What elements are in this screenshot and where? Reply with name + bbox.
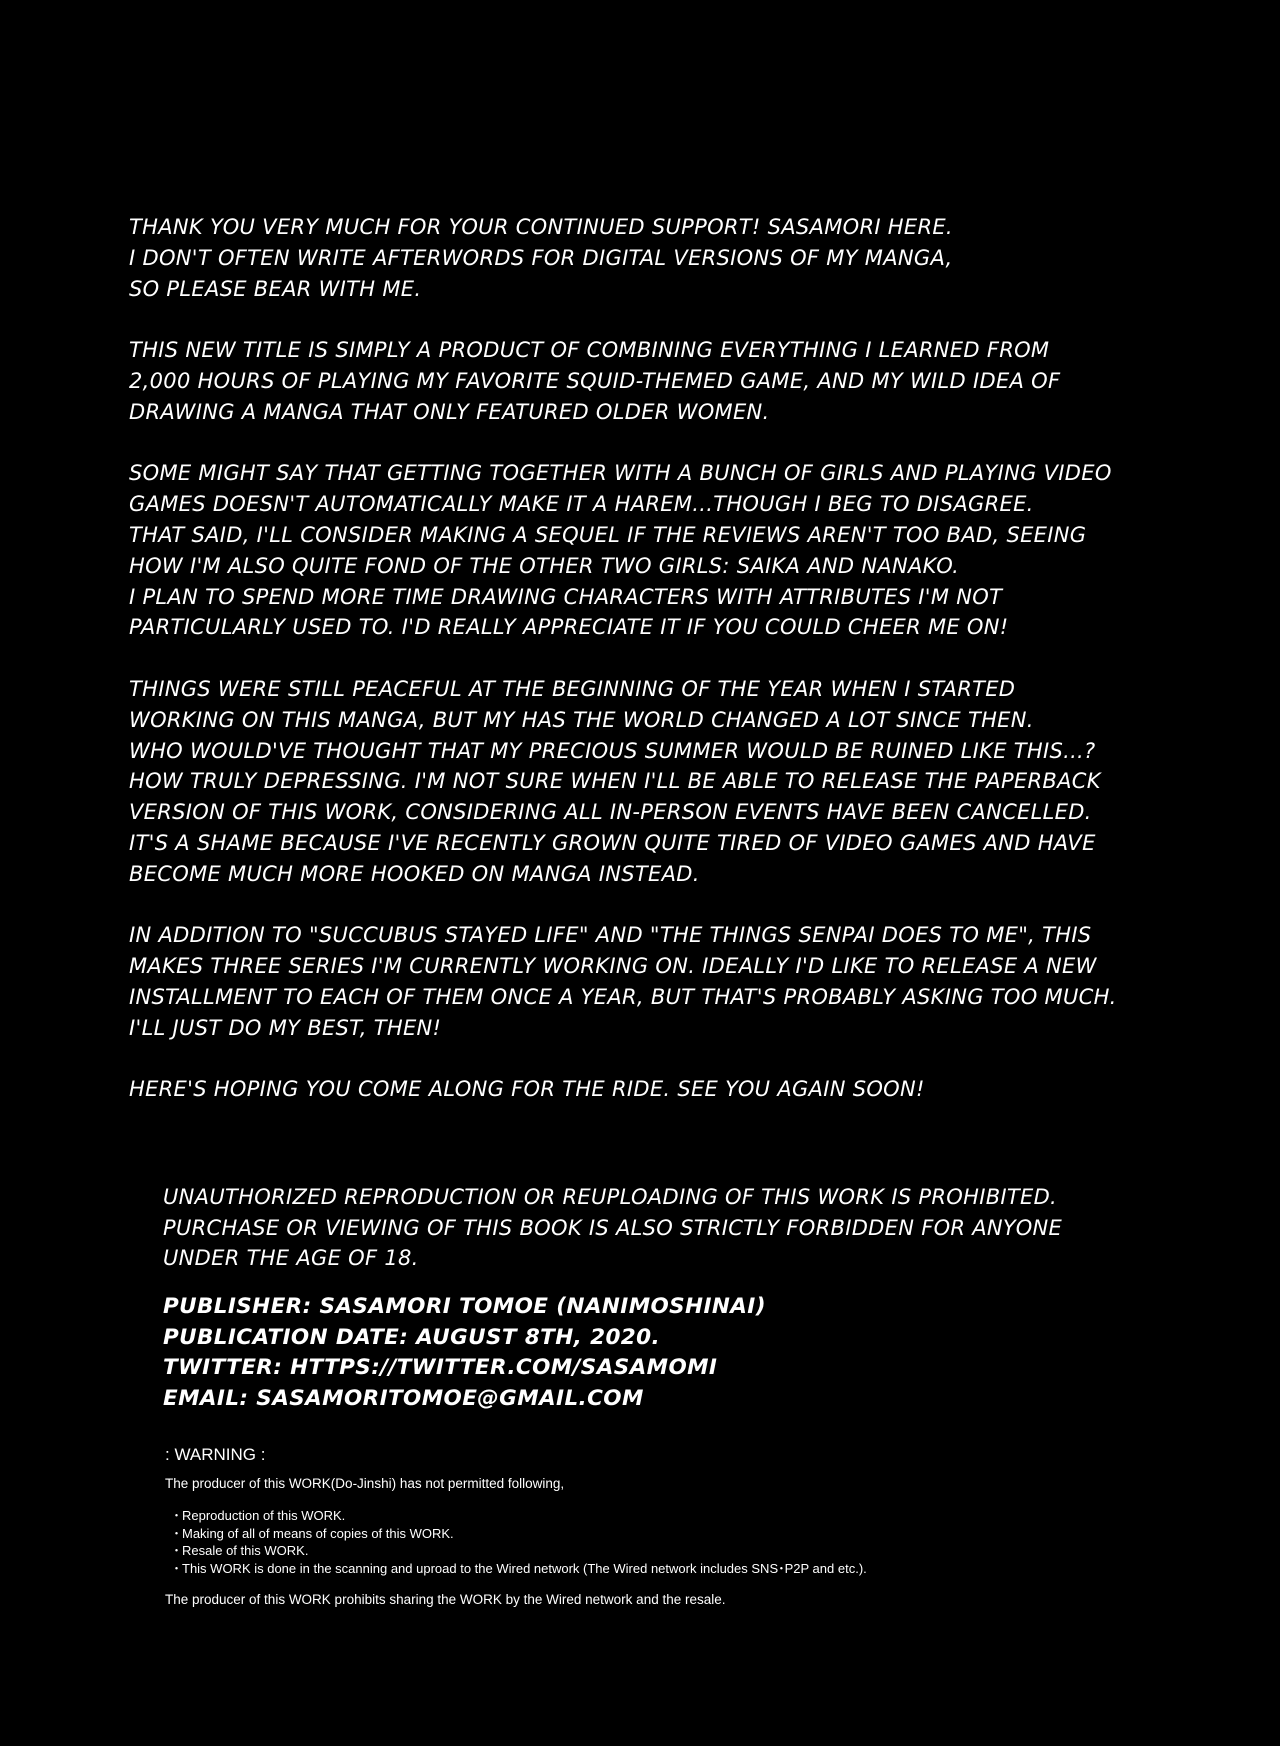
warning-block bbox=[165, 1443, 1125, 1609]
text-line: BECOME MUCH MORE HOOKED ON MANGA INSTEAD. bbox=[129, 861, 700, 886]
text-line: INSTALLMENT TO EACH OF THEM ONCE A YEAR, BUT THAT'S PROBABLY ASKING TOO MUCH. bbox=[129, 984, 1117, 1009]
legal-line: UNDER THE AGE OF 18. bbox=[163, 1246, 419, 1270]
warning-item bbox=[170, 1507, 1125, 1525]
text-line: I DON'T OFTEN WRITE AFTERWORDS FOR DIGITAL VERSIONS OF MY MANGA, bbox=[129, 245, 953, 270]
warning-item bbox=[170, 1525, 1125, 1543]
afterword-text bbox=[129, 212, 1149, 1136]
text-line: VERSION OF THIS WORK, CONSIDERING ALL IN-PERSON EVENTS HAVE BEEN CANCELLED. bbox=[129, 800, 1092, 825]
text-line: HERE'S HOPING YOU COME ALONG FOR THE RIDE. SEE YOU AGAIN SOON! bbox=[129, 1077, 925, 1102]
afterword-paragraph-6 bbox=[129, 1074, 1149, 1105]
publication-date-line: PUBLICATION DATE: AUGUST 8TH, 2020. bbox=[163, 1324, 661, 1350]
afterword-paragraph-4 bbox=[129, 674, 1149, 890]
text-line: THANK YOU VERY MUCH FOR YOUR CONTINUED SUPPORT! SASAMORI HERE. bbox=[129, 215, 953, 239]
warning-item bbox=[170, 1560, 1125, 1578]
afterword-paragraph-5 bbox=[129, 920, 1149, 1043]
text-line: WORKING ON THIS MANGA, BUT MY HAS THE WORLD CHANGED A LOT SINCE THEN. bbox=[129, 707, 1034, 732]
afterword-paragraph-3 bbox=[129, 458, 1149, 643]
text-line: MAKES THREE SERIES I'M CURRENTLY WORKING ON. IDEALLY I'D LIKE TO RELEASE A NEW bbox=[129, 954, 1097, 979]
text-line: THAT SAID, I'LL CONSIDER MAKING A SEQUEL IF THE REVIEWS AREN'T TOO BAD, SEEING bbox=[129, 522, 1087, 547]
text-line: THINGS WERE STILL PEACEFUL AT THE BEGINNING OF THE YEAR WHEN I STARTED bbox=[129, 676, 1016, 701]
text-line: IN ADDITION TO "SUCCUBUS STAYED LIFE" AND "THE THINGS SENPAI DOES TO ME", THIS bbox=[129, 923, 1092, 948]
email-line: EMAIL: SASAMORITOMOE@GMAIL.COM bbox=[163, 1385, 644, 1411]
afterword-paragraph-2 bbox=[129, 335, 1149, 427]
warning-list bbox=[165, 1507, 1125, 1577]
text-line: HOW TRULY DEPRESSING. I'M NOT SURE WHEN I'LL BE ABLE TO RELEASE THE PAPERBACK bbox=[129, 769, 1101, 794]
text-line: 2,000 HOURS OF PLAYING MY FAVORITE SQUID-THEMED GAME, AND MY WILD IDEA OF bbox=[129, 368, 1061, 393]
bullet-icon: ・ bbox=[170, 1543, 184, 1558]
warning-outro: The producer of this WORK prohibits sharing the WORK by the Wired network and the resale. bbox=[165, 1592, 726, 1607]
warning-item-text: Making of all of means of copies of this WORK. bbox=[182, 1525, 454, 1541]
afterword-paragraph-1 bbox=[129, 212, 1149, 304]
text-line: WHO WOULD'VE THOUGHT THAT MY PRECIOUS SUMMER WOULD BE RUINED LIKE THIS...? bbox=[129, 738, 1096, 763]
publication-credits bbox=[163, 1292, 1123, 1414]
text-line: GAMES DOESN'T AUTOMATICALLY MAKE IT A HAREM...THOUGH I BEG TO DISAGREE. bbox=[129, 492, 1034, 517]
text-line: I PLAN TO SPEND MORE TIME DRAWING CHARACTERS WITH ATTRIBUTES I'M NOT bbox=[129, 584, 1003, 609]
warning-item-text: Reproduction of this WORK. bbox=[182, 1508, 346, 1523]
legal-notice bbox=[163, 1182, 1123, 1274]
text-line: IT'S A SHAME BECAUSE I'VE RECENTLY GROWN QUITE TIRED OF VIDEO GAMES AND HAVE bbox=[129, 830, 1096, 855]
text-line: I'LL JUST DO MY BEST, THEN! bbox=[129, 1015, 442, 1040]
twitter-line: TWITTER: HTTPS://TWITTER.COM/SASAMOMI bbox=[163, 1355, 718, 1380]
bullet-icon: ・ bbox=[170, 1525, 184, 1541]
bullet-icon: ・ bbox=[170, 1508, 184, 1523]
warning-item bbox=[170, 1542, 1125, 1560]
text-line: HOW I'M ALSO QUITE FOND OF THE OTHER TWO GIRLS: SAIKA AND NANAKO. bbox=[129, 553, 960, 578]
warning-item-text: Resale of this WORK. bbox=[182, 1543, 309, 1558]
text-line: SOME MIGHT SAY THAT GETTING TOGETHER WITH A BUNCH OF GIRLS AND PLAYING VIDEO bbox=[129, 461, 1112, 486]
warning-title: : WARNING : bbox=[165, 1445, 266, 1464]
legal-line: PURCHASE OR VIEWING OF THIS BOOK IS ALSO STRICTLY FORBIDDEN FOR ANYONE bbox=[163, 1215, 1063, 1240]
text-line: THIS NEW TITLE IS SIMPLY A PRODUCT OF COMBINING EVERYTHING I LEARNED FROM bbox=[129, 338, 1050, 363]
publisher-line: PUBLISHER: SASAMORI TOMOE (NANIMOSHINAI) bbox=[163, 1294, 766, 1319]
warning-item-text: This WORK is done in the scanning and uproad to the Wired network (The Wired network includes SNS･P2P and etc.). bbox=[182, 1560, 867, 1576]
text-line: PARTICULARLY USED TO. I'D REALLY APPRECIATE IT IF YOU COULD CHEER ME ON! bbox=[129, 615, 1009, 640]
text-line: SO PLEASE BEAR WITH ME. bbox=[129, 276, 422, 301]
text-line: DRAWING A MANGA THAT ONLY FEATURED OLDER WOMEN. bbox=[129, 399, 770, 424]
legal-line: UNAUTHORIZED REPRODUCTION OR REUPLOADING OF THIS WORK IS PROHIBITED. bbox=[163, 1185, 1058, 1209]
bullet-icon: ・ bbox=[170, 1560, 184, 1576]
warning-intro: The producer of this WORK(Do-Jinshi) has not permitted following, bbox=[165, 1476, 565, 1491]
